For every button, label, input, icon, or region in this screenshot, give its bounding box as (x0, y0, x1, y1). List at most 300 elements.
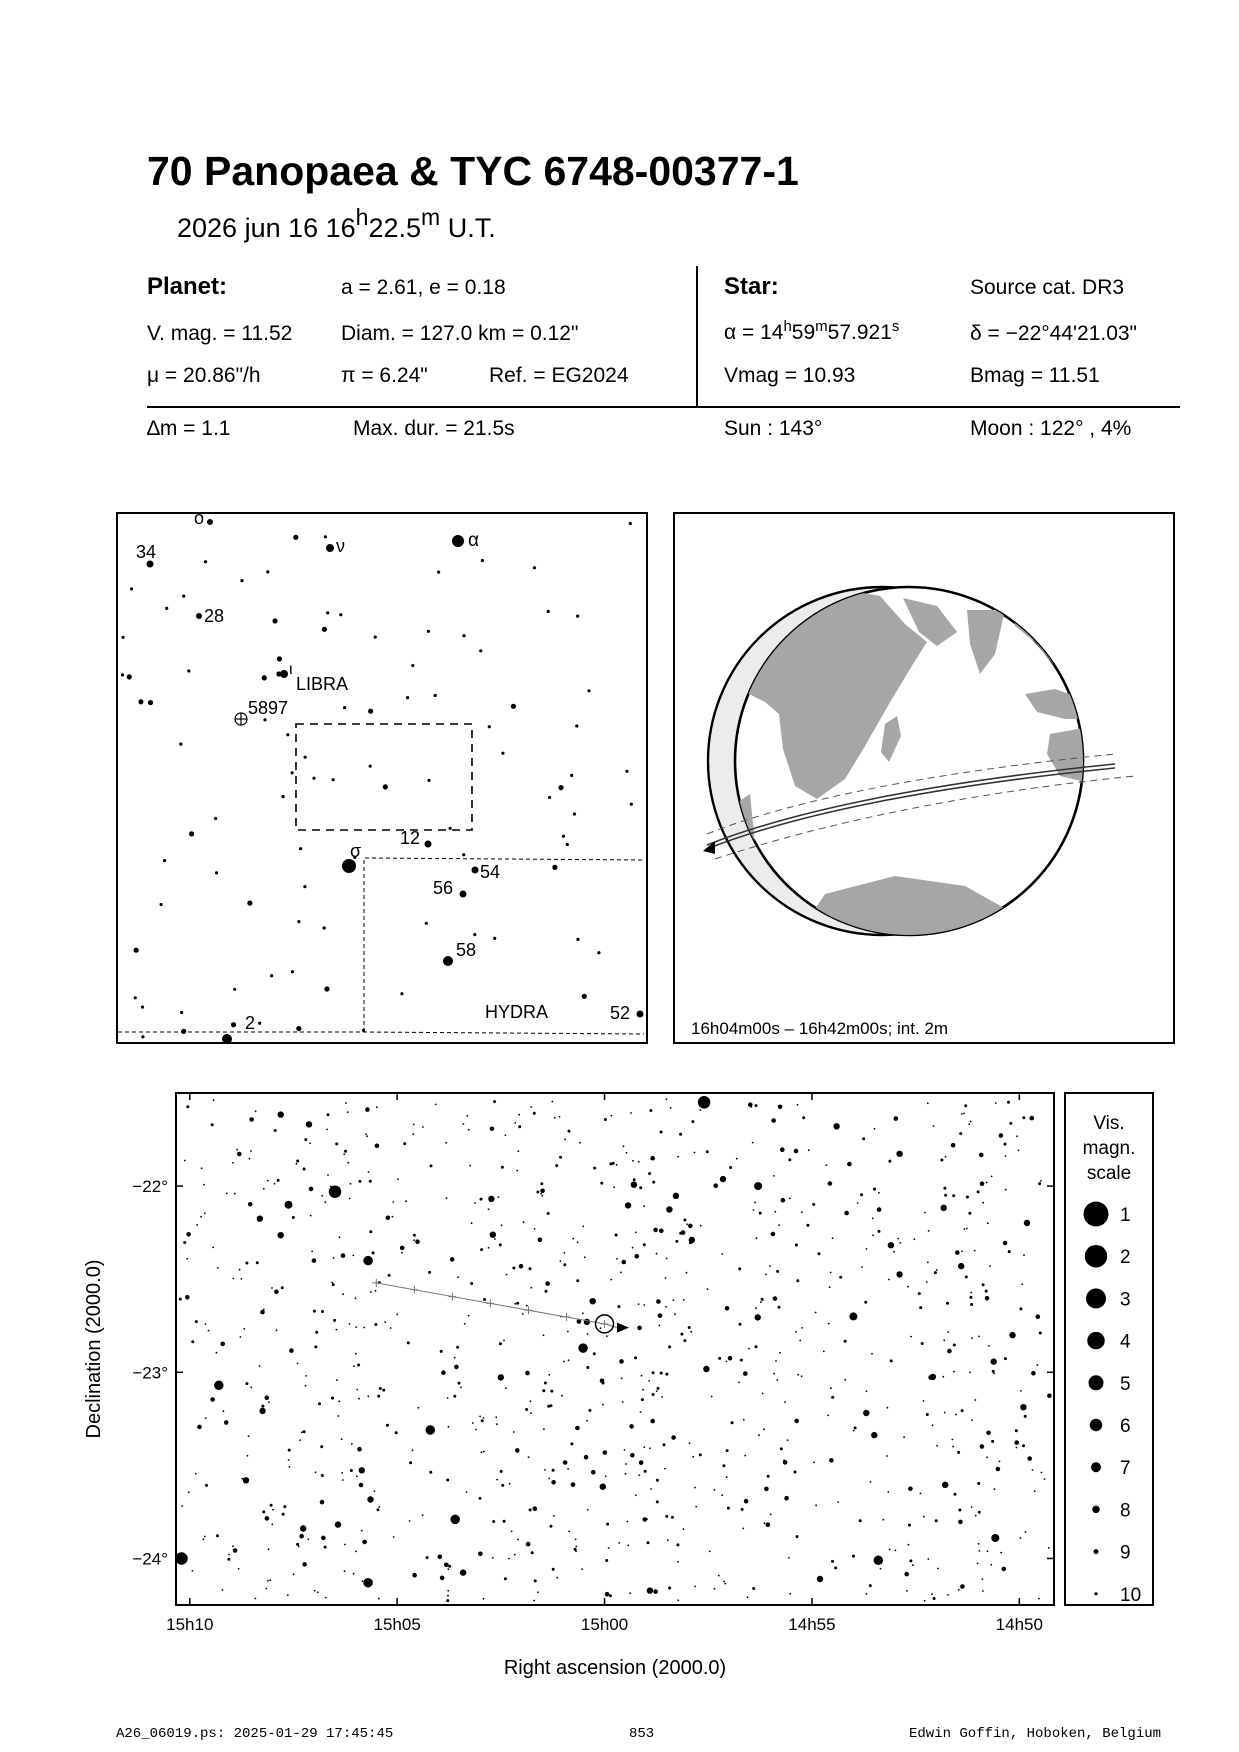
field-star (335, 1142, 338, 1145)
field-star (501, 752, 504, 755)
field-star (726, 1361, 728, 1363)
field-star (906, 1590, 908, 1592)
field-star (141, 1006, 144, 1009)
field-star (299, 1439, 301, 1441)
legend-label: 3 (1120, 1289, 1131, 1311)
field-star (924, 1212, 926, 1214)
field-star (794, 1419, 799, 1424)
field-star (582, 1226, 584, 1228)
field-star (608, 1547, 610, 1549)
field-star (752, 1142, 754, 1144)
field-star (577, 1241, 579, 1243)
legend-label: 5 (1120, 1373, 1131, 1395)
field-star (205, 1484, 208, 1487)
field-star (215, 871, 218, 874)
field-star (488, 1208, 490, 1210)
field-star (406, 696, 409, 699)
bright-star (363, 1578, 373, 1588)
field-star (220, 1342, 225, 1347)
field-star (508, 1558, 510, 1560)
field-star (731, 1421, 734, 1424)
field-star (591, 1470, 596, 1475)
field-star (352, 1255, 354, 1257)
field-star (522, 1313, 524, 1315)
bright-star (329, 1185, 342, 1198)
field-star (760, 1301, 762, 1303)
field-star (634, 1356, 637, 1359)
field-star (666, 1206, 672, 1212)
bright-star (214, 1381, 224, 1391)
field-star (499, 1243, 502, 1246)
field-star (326, 611, 329, 614)
field-star (600, 1182, 603, 1185)
field-star (468, 1315, 470, 1317)
field-star (470, 1282, 473, 1285)
field-star (990, 1564, 992, 1566)
legend-label: 2 (1120, 1247, 1131, 1269)
field-star (982, 1202, 984, 1204)
field-star (324, 535, 327, 538)
field-star (975, 1399, 977, 1401)
field-star (179, 1298, 182, 1301)
field-star (641, 1398, 644, 1401)
field-star (506, 1274, 508, 1276)
field-star (726, 1476, 728, 1478)
field-star (296, 1163, 298, 1165)
field-star (1036, 1364, 1038, 1366)
field-star (148, 700, 153, 705)
field-star (227, 1558, 230, 1561)
field-star (952, 1439, 954, 1441)
field-star (652, 1371, 655, 1374)
field-star (356, 1476, 358, 1478)
field-star (582, 1312, 584, 1314)
field-star (913, 1238, 915, 1240)
field-star (653, 1228, 658, 1233)
page-title: 70 Panopaea & TYC 6748-00377-1 (147, 148, 799, 194)
field-star (575, 1550, 577, 1552)
field-star (435, 1104, 437, 1106)
field-star (588, 1409, 591, 1412)
field-star (256, 1261, 259, 1264)
field-star (689, 1442, 691, 1444)
field-star (887, 1407, 889, 1409)
field-star (493, 1100, 496, 1103)
legend-marker (1089, 1375, 1104, 1390)
field-star (617, 1305, 620, 1308)
field-star (265, 1396, 270, 1401)
field-star (988, 1345, 990, 1347)
field-star (910, 1336, 912, 1338)
field-star (359, 1483, 364, 1488)
field-star (677, 1599, 679, 1601)
field-star (776, 1270, 779, 1273)
field-star (228, 1554, 230, 1556)
field-star (533, 1506, 538, 1511)
field-star (650, 1488, 652, 1490)
field-star (872, 1234, 874, 1236)
field-star (852, 1555, 855, 1558)
field-star (872, 1218, 874, 1220)
field-star (395, 1431, 398, 1434)
field-star (689, 1241, 692, 1244)
field-star (216, 1534, 219, 1537)
field-star (874, 1128, 876, 1130)
x-tick-label: 15h00 (580, 1615, 629, 1634)
field-star (195, 1473, 197, 1475)
field-star (797, 1104, 799, 1106)
x-tick-label: 14h50 (995, 1615, 1043, 1634)
greek-label: ι (289, 661, 293, 678)
field-star (694, 1152, 696, 1154)
field-star (268, 1548, 270, 1550)
field-star (262, 675, 267, 680)
field-star (744, 1455, 746, 1457)
field-star (214, 817, 217, 820)
field-star (979, 1153, 984, 1158)
field-star (369, 1230, 372, 1233)
field-star (890, 1359, 893, 1362)
field-star (1004, 1357, 1007, 1360)
field-star (718, 1357, 721, 1360)
legend-label: 8 (1120, 1500, 1131, 1522)
field-star (204, 1536, 206, 1538)
field-star (908, 1544, 910, 1546)
field-star (313, 1310, 316, 1313)
field-star (725, 1306, 730, 1311)
field-star (192, 1570, 194, 1572)
finder-label: 28 (204, 606, 225, 626)
field-star (183, 1241, 186, 1244)
field-star (245, 1262, 248, 1265)
field-star (536, 1191, 539, 1194)
legend-marker (1084, 1202, 1109, 1227)
field-star (576, 938, 579, 941)
x-tick-label: 14h55 (788, 1615, 836, 1634)
field-star (292, 1216, 295, 1219)
field-star (547, 610, 550, 613)
field-star (774, 1211, 776, 1213)
field-star (971, 1337, 973, 1339)
field-star (667, 1539, 669, 1541)
field-star (548, 796, 551, 799)
legend-label: 10 (1120, 1584, 1142, 1606)
field-star (203, 1184, 205, 1186)
field-star (795, 1244, 798, 1247)
field-star (356, 1389, 358, 1391)
field-star (255, 1598, 257, 1600)
field-star (671, 1435, 676, 1440)
field-star (466, 1491, 468, 1493)
field-star (561, 1395, 563, 1397)
field-star (297, 920, 300, 923)
field-star (665, 1373, 668, 1376)
field-star (233, 988, 236, 991)
star-56 (460, 891, 467, 898)
field-star (649, 1109, 652, 1112)
field-star (579, 1142, 581, 1144)
field-star (468, 1129, 470, 1131)
bright-star (874, 1556, 884, 1566)
field-star (575, 1426, 580, 1431)
field-star (547, 1405, 550, 1408)
field-star (504, 1577, 507, 1580)
field-star (249, 1158, 251, 1160)
legend-marker (1090, 1419, 1103, 1432)
legend-marker (1094, 1549, 1099, 1554)
field-star (674, 1313, 676, 1315)
field-star (622, 1401, 624, 1403)
field-star (528, 1456, 530, 1458)
field-star (707, 1288, 709, 1290)
x-axis-label: Right ascension (2000.0) (503, 1657, 727, 1679)
field-star (347, 1111, 349, 1113)
field-star (675, 1240, 678, 1243)
field-star (396, 1313, 398, 1315)
field-star (897, 1238, 899, 1240)
field-star (501, 1224, 503, 1226)
field-star (627, 1545, 629, 1547)
field-star (688, 1326, 691, 1329)
field-star (558, 785, 563, 790)
field-star (991, 1176, 993, 1178)
field-star (428, 1271, 431, 1274)
field-star (479, 1416, 481, 1418)
field-star (321, 1310, 324, 1313)
bright-star (363, 1256, 373, 1266)
field-star (866, 1248, 868, 1250)
field-star (587, 689, 590, 692)
field-star (721, 1253, 723, 1255)
legend-label: 7 (1120, 1458, 1131, 1480)
field-star (374, 636, 377, 639)
star-nu (326, 544, 334, 552)
field-star (462, 853, 465, 856)
field-star (815, 1312, 817, 1314)
field-star (327, 1113, 330, 1116)
field-star (208, 1330, 210, 1332)
field-star (947, 1349, 952, 1354)
field-star (572, 1238, 574, 1240)
field-star (298, 1546, 300, 1548)
field-star (586, 1366, 589, 1369)
field-star (483, 1598, 485, 1600)
field-star (729, 1166, 732, 1169)
field-star (631, 1182, 637, 1188)
field-star (991, 1440, 994, 1443)
field-star (333, 1257, 335, 1259)
field-star (680, 1333, 683, 1336)
field-star (650, 1156, 655, 1161)
field-star (959, 1132, 962, 1135)
field-star (571, 1482, 576, 1487)
field-star (232, 1545, 234, 1547)
field-star (927, 1262, 929, 1264)
field-star (778, 1306, 781, 1309)
field-star (936, 1445, 938, 1447)
field-star (828, 1181, 833, 1186)
field-star (343, 706, 346, 709)
field-star (367, 1496, 373, 1502)
field-star (625, 1463, 627, 1465)
field-star (877, 1207, 882, 1212)
field-star (551, 1480, 556, 1485)
field-star (237, 1152, 242, 1157)
field-star (996, 1467, 1001, 1472)
field-star (341, 1253, 346, 1258)
field-star (336, 1329, 338, 1331)
field-star (267, 1180, 269, 1182)
field-star (184, 1160, 186, 1162)
field-star (605, 1559, 608, 1562)
field-star (584, 1455, 589, 1460)
field-star (289, 1466, 291, 1468)
field-star (999, 1133, 1004, 1138)
field-star (1002, 1567, 1007, 1572)
star-omicron (207, 519, 213, 525)
field-star (516, 1302, 519, 1305)
field-star (681, 1230, 686, 1235)
field-star (980, 1181, 985, 1186)
field-star (379, 1387, 382, 1390)
field-star (498, 1374, 504, 1380)
field-star (483, 1298, 486, 1301)
field-star (458, 1382, 461, 1385)
field-star (365, 1133, 367, 1135)
field-star (656, 1253, 658, 1255)
field-star (374, 1490, 376, 1492)
finder-label: 56 (432, 878, 453, 898)
field-star (342, 1293, 344, 1295)
field-star (844, 1379, 846, 1381)
finder-chart (116, 512, 648, 1044)
field-star (787, 1439, 789, 1441)
field-star (683, 1528, 685, 1530)
field-star (403, 1142, 406, 1145)
field-star (250, 1150, 252, 1152)
field-star (531, 1551, 534, 1554)
field-star (540, 1189, 545, 1194)
field-star (324, 986, 329, 991)
field-star (861, 1266, 863, 1268)
field-star (453, 1395, 456, 1398)
field-star (720, 1176, 726, 1182)
field-star (952, 1194, 955, 1197)
y-tick-label: −23° (132, 1363, 168, 1383)
field-star (542, 1389, 545, 1392)
field-star (794, 1471, 797, 1474)
field-star (204, 560, 207, 563)
field-star (616, 1258, 618, 1260)
field-star (526, 1542, 531, 1547)
field-star (377, 1395, 380, 1398)
field-star (638, 1161, 640, 1163)
field-star (815, 1504, 817, 1506)
field-star (1047, 1394, 1052, 1399)
field-star (232, 1278, 234, 1280)
field-star (908, 1486, 913, 1491)
field-star (742, 1528, 744, 1530)
field-star (767, 1475, 770, 1478)
field-star (991, 1358, 997, 1364)
field-star (407, 1341, 410, 1344)
max-duration: Max. dur. = 21.5s (353, 417, 515, 440)
field-star (747, 1596, 749, 1598)
field-star (933, 1597, 936, 1600)
field-star (833, 1123, 839, 1129)
field-star (1022, 1116, 1025, 1119)
field-star (691, 1120, 694, 1123)
field-star (479, 1497, 482, 1500)
field-star (926, 1413, 929, 1416)
field-star (273, 618, 278, 623)
field-star (980, 1444, 985, 1449)
field-star (635, 1494, 637, 1496)
field-star (321, 1474, 324, 1477)
field-star (474, 1202, 476, 1204)
field-star (1025, 1531, 1027, 1533)
star-iota (280, 670, 288, 678)
field-star (495, 1416, 497, 1418)
field-star (550, 1525, 553, 1528)
field-star (709, 1551, 711, 1553)
field-star (444, 1563, 449, 1568)
finder-label: 52 (610, 1003, 631, 1023)
field-star (652, 1181, 655, 1184)
field-star (665, 1306, 667, 1308)
field-star (753, 1209, 755, 1211)
field-star (740, 1359, 743, 1362)
field-star (942, 1376, 944, 1378)
field-star (239, 1269, 241, 1271)
field-star (919, 1306, 922, 1309)
field-star (829, 1458, 834, 1463)
field-star (854, 1426, 857, 1429)
field-star (318, 1402, 321, 1405)
field-star (668, 1587, 671, 1590)
field-star (232, 1162, 234, 1164)
field-star (483, 1451, 485, 1453)
field-star (623, 1145, 625, 1147)
field-star (333, 1319, 336, 1322)
field-star (818, 1252, 821, 1255)
field-star (296, 1026, 301, 1031)
field-star (886, 1455, 888, 1457)
field-star (481, 1451, 483, 1453)
field-star (994, 1488, 996, 1490)
field-star (481, 559, 484, 562)
field-star (362, 1580, 364, 1582)
field-star (501, 1166, 504, 1169)
field-star (338, 1400, 340, 1402)
field-star (503, 1340, 505, 1342)
field-star (505, 1387, 507, 1389)
field-star (310, 1215, 312, 1217)
field-star (440, 1576, 445, 1581)
track-direction-arrow-icon (703, 841, 715, 854)
field-star (191, 1340, 194, 1343)
field-star (776, 1379, 778, 1381)
field-star (492, 1557, 494, 1559)
field-star (982, 1578, 984, 1580)
field-star (551, 1101, 553, 1103)
field-star (475, 1429, 477, 1431)
field-star (995, 1102, 997, 1104)
star-12 (425, 841, 432, 848)
field-star (706, 1150, 709, 1153)
x-tick-label: 15h05 (373, 1615, 421, 1634)
field-star (384, 1321, 386, 1323)
